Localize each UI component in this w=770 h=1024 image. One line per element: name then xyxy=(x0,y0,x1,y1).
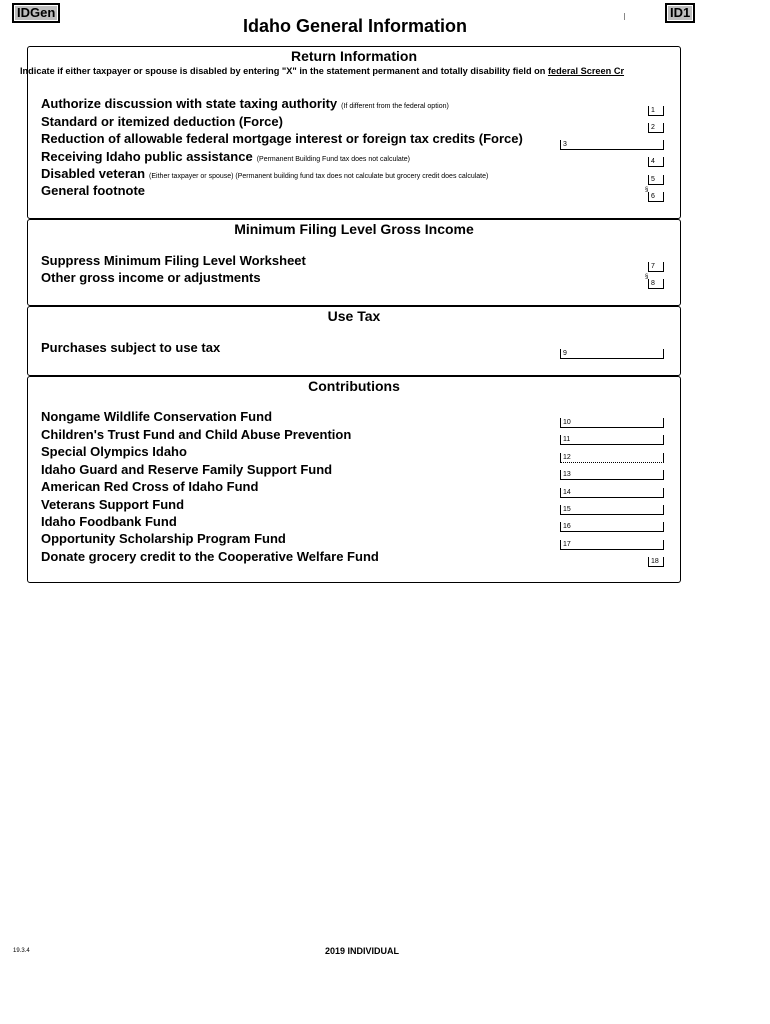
disability-notice xyxy=(20,66,624,76)
row-label: American Red Cross of Idaho Fund xyxy=(41,479,259,494)
row-label: Idaho Guard and Reserve Family Support Fund xyxy=(41,462,333,477)
field-15[interactable]: 15 xyxy=(560,505,664,515)
field-6[interactable]: 6 xyxy=(648,192,664,202)
row-label: Idaho Foodbank Fund xyxy=(41,514,177,529)
row-label: Disabled veteran xyxy=(41,166,146,181)
row-label: Nongame Wildlife Conservation Fund xyxy=(41,409,273,424)
field-10[interactable]: 10 xyxy=(560,418,664,428)
field-17[interactable]: 17 xyxy=(560,540,664,550)
federal-screen-link[interactable]: federal Screen Cr xyxy=(547,66,625,76)
row-red-cross xyxy=(41,479,258,494)
field-11[interactable]: 11 xyxy=(560,435,664,445)
row-note: (Permanent Building Fund tax does not calculate) xyxy=(256,156,410,163)
row-label: Suppress Minimum Filing Level Worksheet xyxy=(41,253,306,268)
footnote-marker-icon: § xyxy=(645,187,649,193)
field-4[interactable]: 4 xyxy=(648,157,664,167)
field-3[interactable]: 3 xyxy=(560,140,664,150)
row-note: (Either taxpayer or spouse) (Permanent building fund tax does not calculate but grocery credit does calculate) xyxy=(149,173,489,180)
field-16[interactable]: 16 xyxy=(560,522,664,532)
contributions-heading: Contributions xyxy=(308,378,400,394)
row-guard-reserve xyxy=(41,462,332,477)
field-18[interactable]: 18 xyxy=(648,557,664,567)
row-mortgage-reduction xyxy=(41,131,523,146)
row-public-assistance xyxy=(41,149,410,164)
row-label: Standard or itemized deduction (Force) xyxy=(41,114,283,129)
row-purchases-use-tax xyxy=(41,340,220,355)
row-label: Donate grocery credit to the Cooperative Welfare Fund xyxy=(41,549,379,564)
row-veterans-support xyxy=(41,497,184,512)
row-special-olympics xyxy=(41,444,187,459)
form-code-tag: ID1 xyxy=(665,3,695,23)
field-9[interactable]: 9 xyxy=(560,349,664,359)
field-13[interactable]: 13 xyxy=(560,470,664,480)
row-label: Other gross income or adjustments xyxy=(41,270,261,285)
row-opportunity-scholarship xyxy=(41,531,286,546)
row-label: Children's Trust Fund and Child Abuse Prevention xyxy=(41,427,352,442)
disability-notice-text: Indicate if either taxpayer or spouse is disabled by entering "X" in the statement permanent and totally disability field on xyxy=(20,66,548,76)
field-8[interactable]: 8 xyxy=(648,279,664,289)
row-standard-itemized xyxy=(41,114,283,129)
row-other-gross-income xyxy=(41,270,261,285)
form-name-footer: 2019 INDIVIDUAL xyxy=(325,946,400,956)
return-info-heading: Return Information xyxy=(291,48,417,64)
row-label: Purchases subject to use tax xyxy=(41,340,221,355)
use-tax-heading: Use Tax xyxy=(327,308,381,324)
field-5[interactable]: 5 xyxy=(648,175,664,185)
row-label: Veterans Support Fund xyxy=(41,497,185,512)
row-label: Authorize discussion with state taxing authority xyxy=(41,96,338,111)
field-2[interactable]: 2 xyxy=(648,123,664,133)
row-authorize-discussion xyxy=(41,96,449,111)
row-idaho-foodbank xyxy=(41,514,177,529)
row-label: Opportunity Scholarship Program Fund xyxy=(41,531,286,546)
page-title: Idaho General Information xyxy=(242,16,468,36)
field-7[interactable]: 7 xyxy=(648,262,664,272)
footnote-marker-icon: § xyxy=(645,274,649,280)
row-grocery-credit-donation xyxy=(41,549,379,564)
min-filing-heading: Minimum Filing Level Gross Income xyxy=(234,221,474,237)
row-label: General footnote xyxy=(41,183,146,198)
row-label: Special Olympics Idaho xyxy=(41,444,187,459)
row-note: (If different from the federal option) xyxy=(341,103,449,110)
field-12[interactable]: 12 xyxy=(560,453,664,463)
row-disabled-veteran xyxy=(41,166,488,181)
screen-code-tag: IDGen xyxy=(12,3,60,23)
row-label: Reduction of allowable federal mortgage interest or foreign tax credits (Force) xyxy=(41,131,523,146)
row-nongame-wildlife xyxy=(41,409,272,424)
row-label: Receiving Idaho public assistance xyxy=(41,149,253,164)
row-childrens-trust xyxy=(41,427,351,442)
row-general-footnote xyxy=(41,183,145,198)
version-label: 19.3.4 xyxy=(13,948,30,954)
field-14[interactable]: 14 xyxy=(560,488,664,498)
row-suppress-worksheet xyxy=(41,253,306,268)
field-1[interactable]: 1 xyxy=(648,106,664,116)
